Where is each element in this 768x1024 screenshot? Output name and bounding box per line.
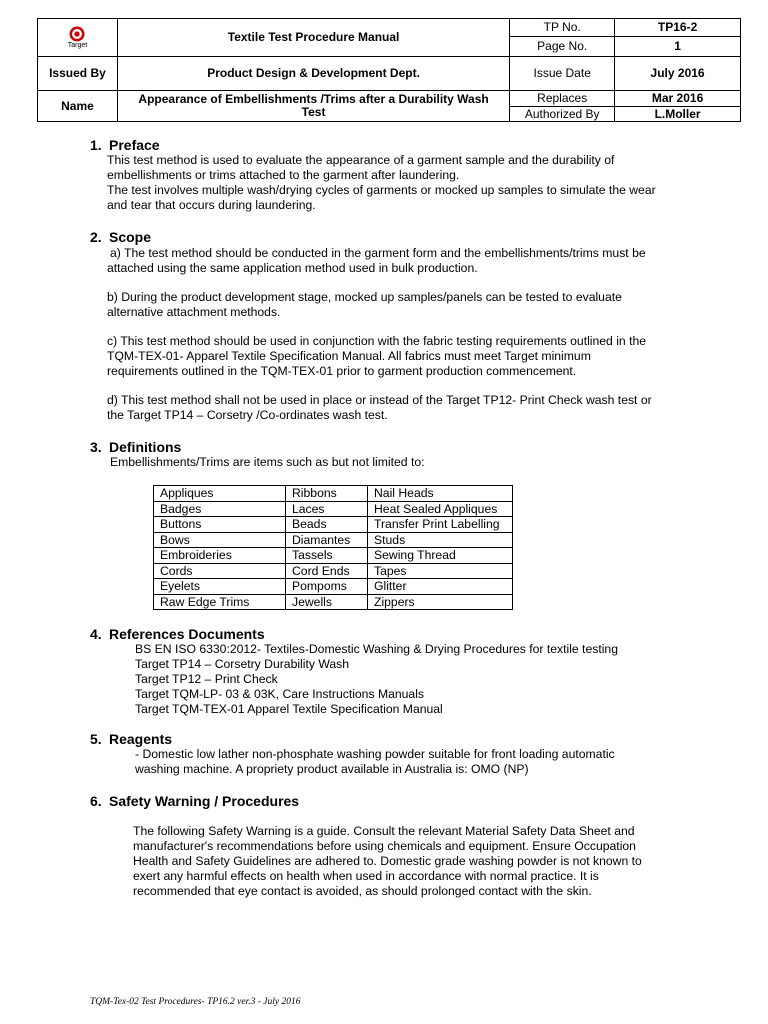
table-cell: Appliques bbox=[154, 486, 286, 502]
scope-item-a: a) The test method should be conducted in the garment form and the embellishments/trims must be attached using the same application method used in bulk production. bbox=[107, 246, 646, 275]
authorized-value: L.Moller bbox=[615, 107, 741, 122]
list-item: BS EN ISO 6330:2012- Textiles-Domestic Washing & Drying Procedures for textile testing bbox=[135, 642, 618, 656]
definitions-intro: Embellishments/Trims are items such as but not limited to: bbox=[110, 455, 425, 469]
table-cell: Sewing Thread bbox=[368, 548, 513, 564]
name-value-line1: Appearance of Embellishments /Trims after a Durability Wash bbox=[138, 92, 489, 106]
logo-text: Target bbox=[67, 41, 88, 49]
tp-no-label: TP No. bbox=[510, 19, 615, 37]
name-value bbox=[117, 91, 509, 122]
scope-item-b: b) During the product development stage, mocked up samples/panels can be tested to evaluate alternative attachment methods. bbox=[107, 290, 622, 319]
issued-by-label: Issued By bbox=[38, 57, 118, 91]
table-cell: Tapes bbox=[368, 563, 513, 579]
table-cell: Cord Ends bbox=[286, 563, 368, 579]
reagents-paragraph: - Domestic low lather non-phosphate washing powder suitable for front loading automatic washing machine. A propriety product available in Australia is: OMO (NP) bbox=[135, 747, 615, 776]
section-heading-safety: 6. Safety Warning / Procedures bbox=[90, 793, 300, 809]
replaces-label: Replaces bbox=[510, 91, 615, 107]
table-cell: Bows bbox=[154, 532, 286, 548]
target-bullseye-icon bbox=[69, 26, 85, 42]
table-cell: Embroideries bbox=[154, 548, 286, 564]
replaces-value: Mar 2016 bbox=[615, 91, 741, 107]
table-cell: Jewells bbox=[286, 594, 368, 610]
table-cell: Transfer Print Labelling bbox=[368, 517, 513, 533]
table-cell: Zippers bbox=[368, 594, 513, 610]
table-cell: Beads bbox=[286, 517, 368, 533]
page-no-value: 1 bbox=[615, 37, 741, 57]
page-no-label: Page No. bbox=[510, 37, 615, 57]
table-cell: Eyelets bbox=[154, 579, 286, 595]
list-item: Target TP14 – Corsetry Durability Wash bbox=[135, 657, 350, 671]
table-row bbox=[154, 594, 513, 610]
scope-item-d: d) This test method shall not be used in place or instead of the Target TP12- Print Check wash test or the Target TP14 – Corsetry /Co-ordinates wash test. bbox=[107, 393, 652, 422]
issue-date-value: July 2016 bbox=[615, 57, 741, 91]
scope-item-c: c) This test method should be used in conjunction with the fabric testing requirements outlined in the TQM-TEX-01- Apparel Textile Specification Manual. All fabrics must meet Target minimum requirements outlined in the TQM-TEX-01 prior to garment production commencement. bbox=[107, 334, 647, 378]
table-row bbox=[154, 501, 513, 517]
table-cell: Glitter bbox=[368, 579, 513, 595]
references-list bbox=[135, 642, 618, 717]
issued-by-value: Product Design & Development Dept. bbox=[117, 57, 509, 91]
table-cell: Studs bbox=[368, 532, 513, 548]
safety-paragraph: The following Safety Warning is a guide. Consult the relevant Material Safety Data Sheet and manufacturer's recommendations before using chemicals and equipment. Ensure Occupation Health and Safety Guidelines are adhered to. Domestic grade washing powder is not known to exert any harmful effects on health when used in accordance with normal practice. It is recommended that eye contact is avoided, as should prolonged contact with the skin. bbox=[133, 824, 642, 898]
list-item: Target TQM-LP- 03 & 03K, Care Instructions Manuals bbox=[135, 687, 425, 701]
section-heading-preface: 1. Preface bbox=[90, 137, 160, 153]
section-heading-scope: 2. Scope bbox=[90, 229, 152, 245]
section-heading-references: 4. References Documents bbox=[90, 626, 265, 642]
table-cell: Buttons bbox=[154, 517, 286, 533]
issue-date-label: Issue Date bbox=[510, 57, 615, 91]
embellishments-table bbox=[153, 485, 513, 610]
table-row bbox=[154, 548, 513, 564]
table-row bbox=[154, 579, 513, 595]
table-cell: Pompoms bbox=[286, 579, 368, 595]
list-item: Target TQM-TEX-01 Apparel Textile Specification Manual bbox=[135, 702, 443, 716]
tp-no-value: TP16-2 bbox=[615, 19, 741, 37]
list-item: Target TP12 – Print Check bbox=[135, 672, 278, 686]
table-cell: Laces bbox=[286, 501, 368, 517]
table-cell: Heat Sealed Appliques bbox=[368, 501, 513, 517]
authorized-label: Authorized By bbox=[510, 107, 615, 122]
document-header-table bbox=[37, 18, 741, 122]
embellishments-table-body bbox=[154, 486, 513, 610]
table-cell: Badges bbox=[154, 501, 286, 517]
name-value-line2: Test bbox=[301, 105, 326, 119]
section-heading-definitions: 3. Definitions bbox=[90, 439, 182, 455]
page-footer: TQM-Tex-02 Test Procedures- TP16.2 ver.3 - July 2016 bbox=[90, 997, 301, 1007]
table-cell: Cords bbox=[154, 563, 286, 579]
manual-title: Textile Test Procedure Manual bbox=[117, 19, 509, 57]
preface-paragraph: This test method is used to evaluate the appearance of a garment sample and the durability of embellishments or trims attached to the garment after laundering. The test involves multiple wash/drying cycles of garments or mocked up samples to simulate the wear and tear that occurs during laundering. bbox=[107, 153, 656, 212]
logo-cell bbox=[38, 19, 118, 57]
table-row bbox=[154, 517, 513, 533]
table-row bbox=[154, 532, 513, 548]
table-row bbox=[154, 563, 513, 579]
name-label: Name bbox=[38, 91, 118, 122]
table-cell: Diamantes bbox=[286, 532, 368, 548]
table-row bbox=[154, 486, 513, 502]
table-cell: Raw Edge Trims bbox=[154, 594, 286, 610]
table-cell: Tassels bbox=[286, 548, 368, 564]
target-logo bbox=[68, 26, 87, 50]
table-cell: Ribbons bbox=[286, 486, 368, 502]
section-heading-reagents: 5. Reagents bbox=[90, 731, 173, 747]
table-cell: Nail Heads bbox=[368, 486, 513, 502]
